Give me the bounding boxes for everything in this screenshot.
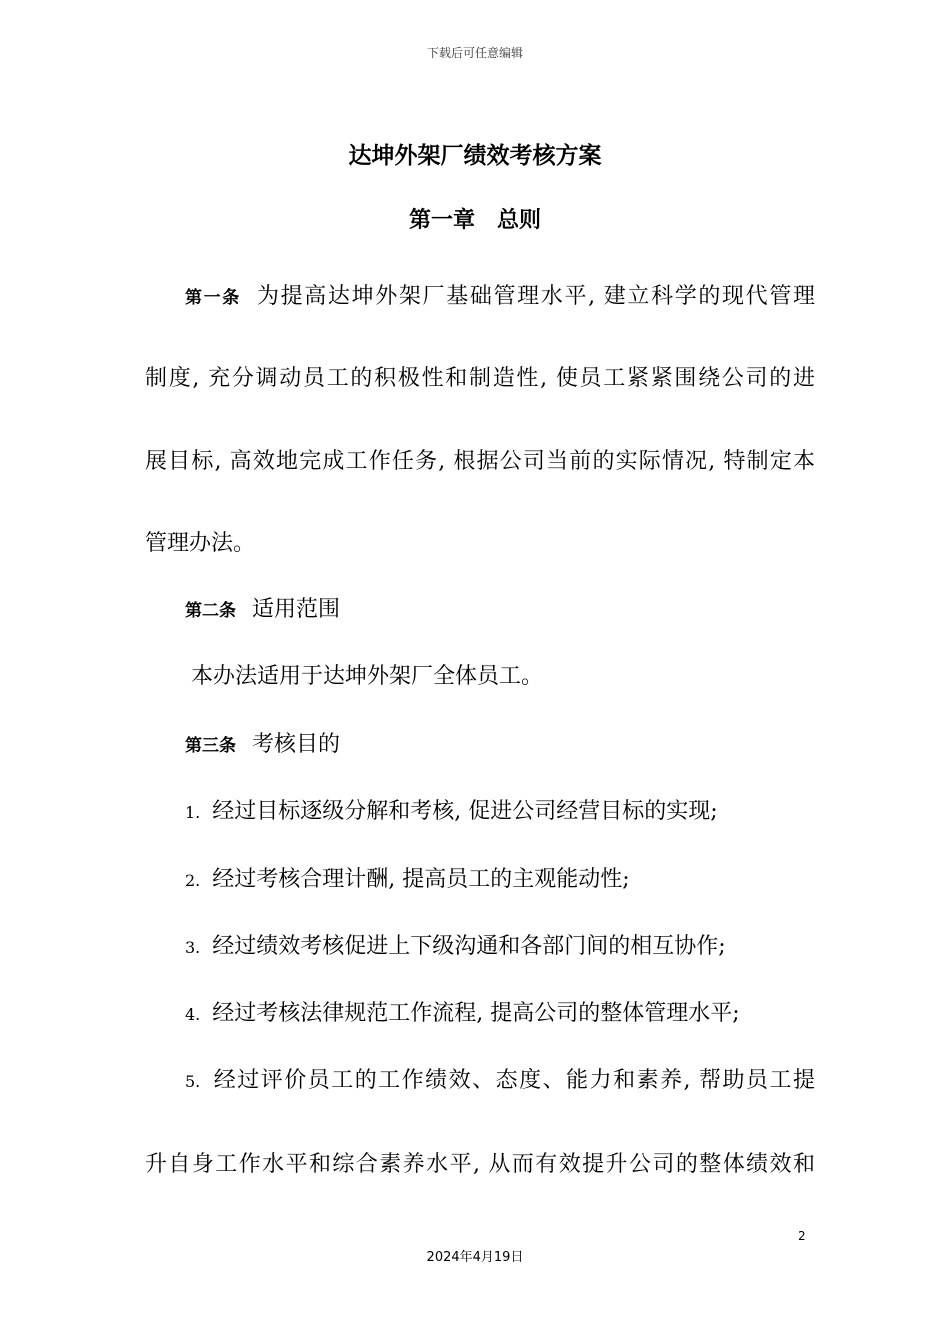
- list-item: [145, 1066, 815, 1097]
- list-item-number: 1.: [185, 803, 201, 822]
- article-2-body: 本办法适用于达坤外架厂全体员工。: [191, 664, 544, 689]
- list-item-text: 经过考核合理计酬, 提高员工的主观能动性;: [212, 867, 630, 892]
- page-number: 2: [798, 1229, 806, 1243]
- list-item-number: 4.: [185, 1005, 201, 1024]
- article-2-label: 第二条: [185, 601, 236, 621]
- list-item-text: 经过考核法律规范工作流程, 提高公司的整体管理水平;: [212, 1001, 740, 1026]
- list-item: [145, 865, 855, 896]
- article-1-line-4: 管理办法。: [145, 531, 256, 556]
- list-item-text: 经过绩效考核促进上下级沟通和各部门间的相互协作;: [212, 934, 726, 959]
- list-item-number: 2.: [185, 871, 201, 890]
- article-1-line-3: 展目标, 高效地完成工作任务, 根据公司当前的实际情况, 特制定本: [145, 449, 815, 474]
- list-item-continuation: 升自身工作水平和综合素养水平, 从而有效提升公司的整体绩效和: [145, 1152, 815, 1177]
- list-item: [145, 999, 855, 1030]
- article-1-line-1: [145, 282, 815, 313]
- list-item-number: 3.: [185, 938, 201, 957]
- list-item: [145, 932, 855, 963]
- chapter-heading: 第一章 总则: [408, 208, 541, 233]
- article-1-line-2: 制度, 充分调动员工的积极性和制造性, 使员工紧紧围绕公司的进: [145, 366, 815, 391]
- article-1-label: 第一条: [185, 288, 241, 308]
- article-1-text-1: 为提高达坤外架厂基础管理水平, 建立科学的现代管理: [256, 284, 815, 309]
- list-item: [145, 797, 855, 828]
- article-2-title: 适用范围: [252, 597, 341, 622]
- document-title: 达坤外架厂绩效考核方案: [348, 143, 602, 169]
- list-item-text: 经过目标逐级分解和考核, 促进公司经营目标的实现;: [212, 799, 718, 824]
- article-3-title: 考核目的: [252, 732, 341, 757]
- list-item-text: 经过评价员工的工作绩效、态度、能力和素养, 帮助员工提: [212, 1068, 815, 1093]
- article-3-label: 第三条: [185, 736, 236, 756]
- list-item-number: 5.: [185, 1072, 201, 1091]
- article-2-heading: [145, 595, 855, 626]
- article-3-heading: [145, 730, 855, 761]
- page-header: 下载后可任意编辑: [426, 46, 523, 60]
- page-footer-date: 2024年4月19日: [426, 1250, 524, 1265]
